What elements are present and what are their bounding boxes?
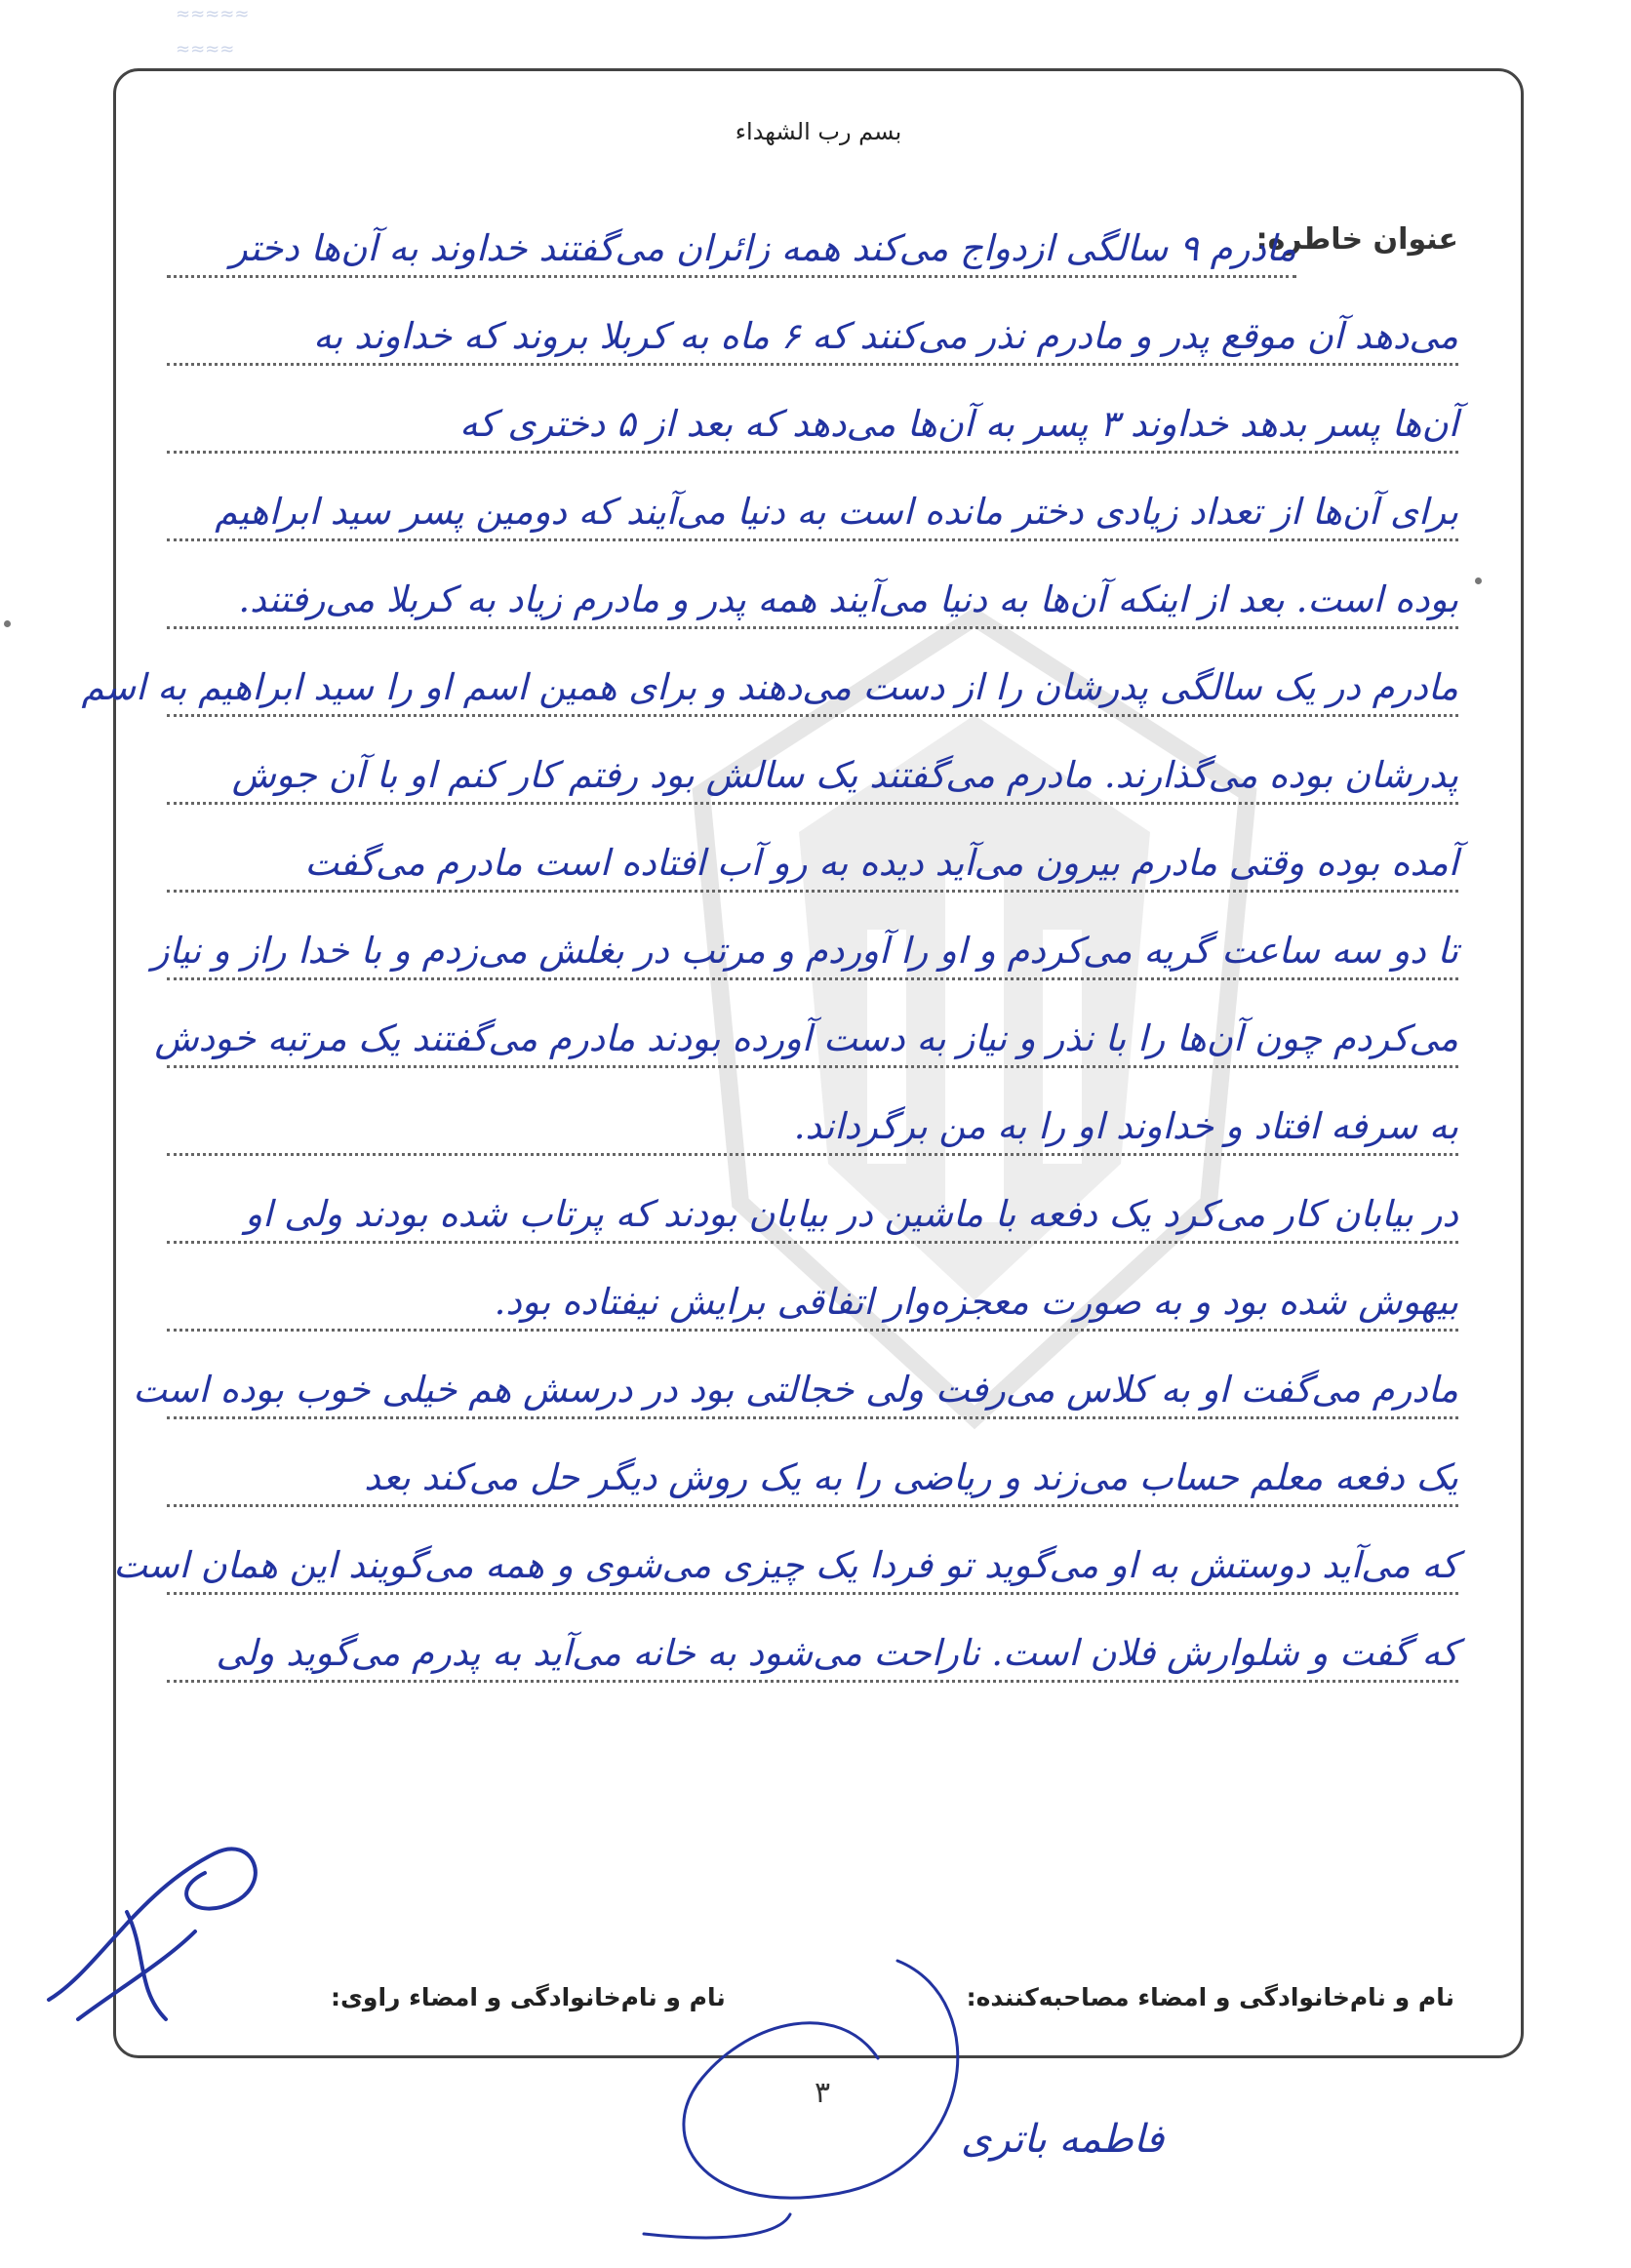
narrator-signature-name: فاطمه باتری: [961, 2117, 1165, 2162]
memoir-line: می‌کردم چون آن‌ها را با نذر و نیاز به دست آورده بودند مادرم می‌گفتند یک مرتبه خودش: [167, 990, 1458, 1068]
interviewer-signature-scribble-icon: [20, 1775, 312, 2068]
memoir-line: که می‌آید دوستش به او می‌گوید تو فردا یک چیزی می‌شوی و همه می‌گویند این همان است: [167, 1517, 1458, 1595]
memoir-line: پدرشان بوده می‌گذارند. مادرم می‌گفتند یک سالش بود رفتم کار کنم او با آن جوش: [167, 727, 1458, 805]
invocation-header: بسم رب الشهداء: [735, 118, 902, 145]
page-number: ۳: [815, 2076, 831, 2110]
memoir-line: یک دفعه معلم حساب می‌زند و ریاضی را به یک روش دیگر حل می‌کند بعد: [167, 1429, 1458, 1507]
memoir-line: می‌دهد آن موقع پدر و مادرم نذر می‌کنند که ۶ ماه به کربلا بروند که خداوند به: [167, 288, 1458, 366]
memoir-line: به سرفه افتاد و خداوند او را به من برگرداند.: [167, 1078, 1458, 1156]
form-frame: [81, 68, 1524, 2058]
memoir-line: تا دو سه ساعت گریه می‌کردم و او را آوردم و مرتب در بغلش می‌زدم و با خدا راز و نیاز: [167, 902, 1458, 980]
memoir-line: آن‌ها پسر بدهد خداوند ۳ پسر به آن‌ها می‌دهد که بعد از ۵ دختری که: [167, 376, 1458, 454]
narrator-signature-label: نام و نام‌خانوادگی و امضاء راوی:: [331, 1983, 726, 2011]
memoir-title-label: عنوان خاطره:: [1255, 222, 1458, 257]
memoir-line: بوده است. بعد از اینکه آن‌ها به دنیا می‌آیند همه پدر و مادرم زیاد به کربلا می‌رفتند.: [167, 551, 1458, 629]
margin-dot: [4, 620, 11, 627]
memoir-line: مادرم می‌گفت او به کلاس می‌رفت ولی خجالتی بود در درسش هم خیلی خوب بوده است: [167, 1341, 1458, 1419]
margin-dot: [1475, 577, 1482, 584]
memoir-line: مادرم ۹ سالگی ازدواج می‌کند همه زائران می‌گفتند خداوند به آن‌ها دختر: [167, 200, 1296, 278]
memoir-line: برای آن‌ها از تعداد زیادی دختر مانده است به دنیا می‌آیند که دومین پسر سید ابراهیم: [167, 463, 1458, 541]
memoir-line: در بیابان کار می‌کرد یک دفعه با ماشین در بیابان بودند که پرتاب شده بودند ولی او: [167, 1166, 1458, 1244]
memoir-line: که گفت و شلوارش فلان است. ناراحت می‌شود به خانه می‌آید به پدرم می‌گوید ولی: [167, 1605, 1458, 1683]
bleed-through-mark: ≈≈≈≈≈: [176, 4, 250, 24]
narrator-signature-loop-icon: [585, 1941, 995, 2253]
memoir-line: مادرم در یک سالگی پدرشان را از دست می‌دهند و برای همین اسم او را سید ابراهیم به اسم: [167, 639, 1458, 717]
memoir-line: بیهوش شده بود و به صورت معجزه‌وار اتفاقی برایش نیفتاده بود.: [167, 1253, 1458, 1332]
memoir-line: آمده بوده وقتی مادرم بیرون می‌آید دیده به رو آب افتاده است مادرم می‌گفت: [167, 815, 1458, 893]
bleed-through-mark: ≈≈≈≈: [176, 39, 235, 60]
interviewer-signature-label: نام و نام‌خانوادگی و امضاء مصاحبه‌کننده:: [966, 1983, 1454, 2011]
